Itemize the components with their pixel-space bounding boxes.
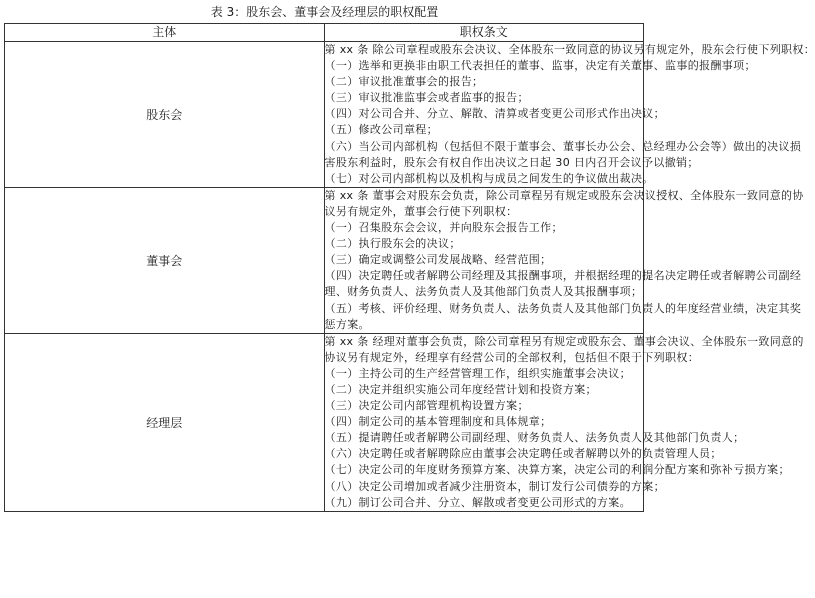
clause-line: （一）选举和更换非由职工代表担任的董事、监事，决定有关董事、监事的报酬事项； xyxy=(324,59,756,73)
clause-line: （五）考核、评价经理、财务负责人、法务负责人及其他部门负责人的年度经营业绩，决定其奖 xyxy=(324,301,802,315)
clause-line: （六）决定聘任或者解聘除应由董事会决定聘任或者解聘以外的负责管理人员； xyxy=(324,447,722,461)
clause-line: 议另有规定外，董事会行使下列职权： xyxy=(324,204,518,218)
clause-line: 理、财务负责人、法务负责人及其他部门负责人及其报酬事项； xyxy=(324,285,643,299)
subject-cell: 董事会 xyxy=(5,187,325,333)
table-row-shareholders-meeting xyxy=(5,42,644,188)
clause-line: （五）提请聘任或者解聘公司副经理、财务负责人、法务负责人及其他部门负责人； xyxy=(324,431,745,445)
content-cell xyxy=(324,187,804,333)
header-content: 职权条文 xyxy=(324,24,644,42)
clause-line: （七）决定公司的年度财务预算方案、决算方案，决定公司的利润分配方案和弥补亏损方案； xyxy=(324,463,790,477)
clause-line: 惩方案。 xyxy=(324,317,370,331)
clause-line: （三）审议批准监事会或者监事的报告； xyxy=(324,91,529,105)
clause-line: 协议另有规定外，经理享有经营公司的全部权利，包括但不限于下列职权： xyxy=(324,350,700,364)
table-row-management xyxy=(5,333,644,511)
header-subject: 主体 xyxy=(5,24,325,42)
content-cell xyxy=(324,42,815,188)
content-cell xyxy=(324,333,804,511)
clause-line: 害股东利益时，股东会有权自作出决议之日起 30 日内召开会议予以撤销； xyxy=(324,155,699,169)
table-header-row xyxy=(5,24,644,42)
clause-line: （八）决定公司增加或者减少注册资本，制订发行公司债券的方案； xyxy=(324,479,665,493)
clause-line: （三）决定公司内部管理机构设置方案； xyxy=(324,399,529,413)
clause-line: 第 xx 条 除公司章程或股东会决议、全体股东一致同意的协议另有规定外，股东会行使下列职权： xyxy=(324,43,815,56)
clause-line: （五）修改公司章程； xyxy=(324,123,438,137)
subject-cell: 经理层 xyxy=(5,333,325,511)
clause-line: 第 xx 条 经理对董事会负责，除公司章程另有规定或股东会、董事会决议、全体股东一致同意的 xyxy=(324,334,804,348)
clause-line: （四）对公司合并、分立、解散、清算或者变更公司形式作出决议； xyxy=(324,107,665,121)
clause-line: （六）当公司内部机构（包括但不限于董事会、董事长办公会、总经理办公会等）做出的决议损 xyxy=(324,139,802,153)
clause-line: （二）审议批准董事会的报告； xyxy=(324,75,484,89)
clause-line: 第 xx 条 董事会对股东会负责，除公司章程另有规定或股东会决议授权、全体股东一致同意的协 xyxy=(324,188,804,202)
table-caption: 表 3：股东会、董事会及经理层的职权配置 xyxy=(210,5,439,19)
authority-table xyxy=(4,23,815,512)
clause-line: （九）制订公司合并、分立、解散或者变更公司形式的方案。 xyxy=(324,495,631,509)
clause-line: （二）决定并组织实施公司年度经营计划和投资方案； xyxy=(324,382,597,396)
table-row-board-of-directors xyxy=(5,187,644,333)
clause-line: （一）召集股东会会议，并向股东会报告工作； xyxy=(324,221,563,235)
clause-line: （二）执行股东会的决议； xyxy=(324,237,461,251)
clause-line: （七）对公司内部机构以及机构与成员之间发生的争议做出裁决。 xyxy=(324,171,654,185)
clause-line: （一）主持公司的生产经营管理工作，组织实施董事会决议； xyxy=(324,366,631,380)
subject-cell: 股东会 xyxy=(5,42,325,188)
clause-line: （四）制定公司的基本管理制度和具体规章； xyxy=(324,415,552,429)
clause-line: （四）决定聘任或者解聘公司经理及其报酬事项，并根据经理的提名决定聘任或者解聘公司副经 xyxy=(324,269,802,283)
clause-line: （三）确定或调整公司发展战略、经营范围； xyxy=(324,253,552,267)
